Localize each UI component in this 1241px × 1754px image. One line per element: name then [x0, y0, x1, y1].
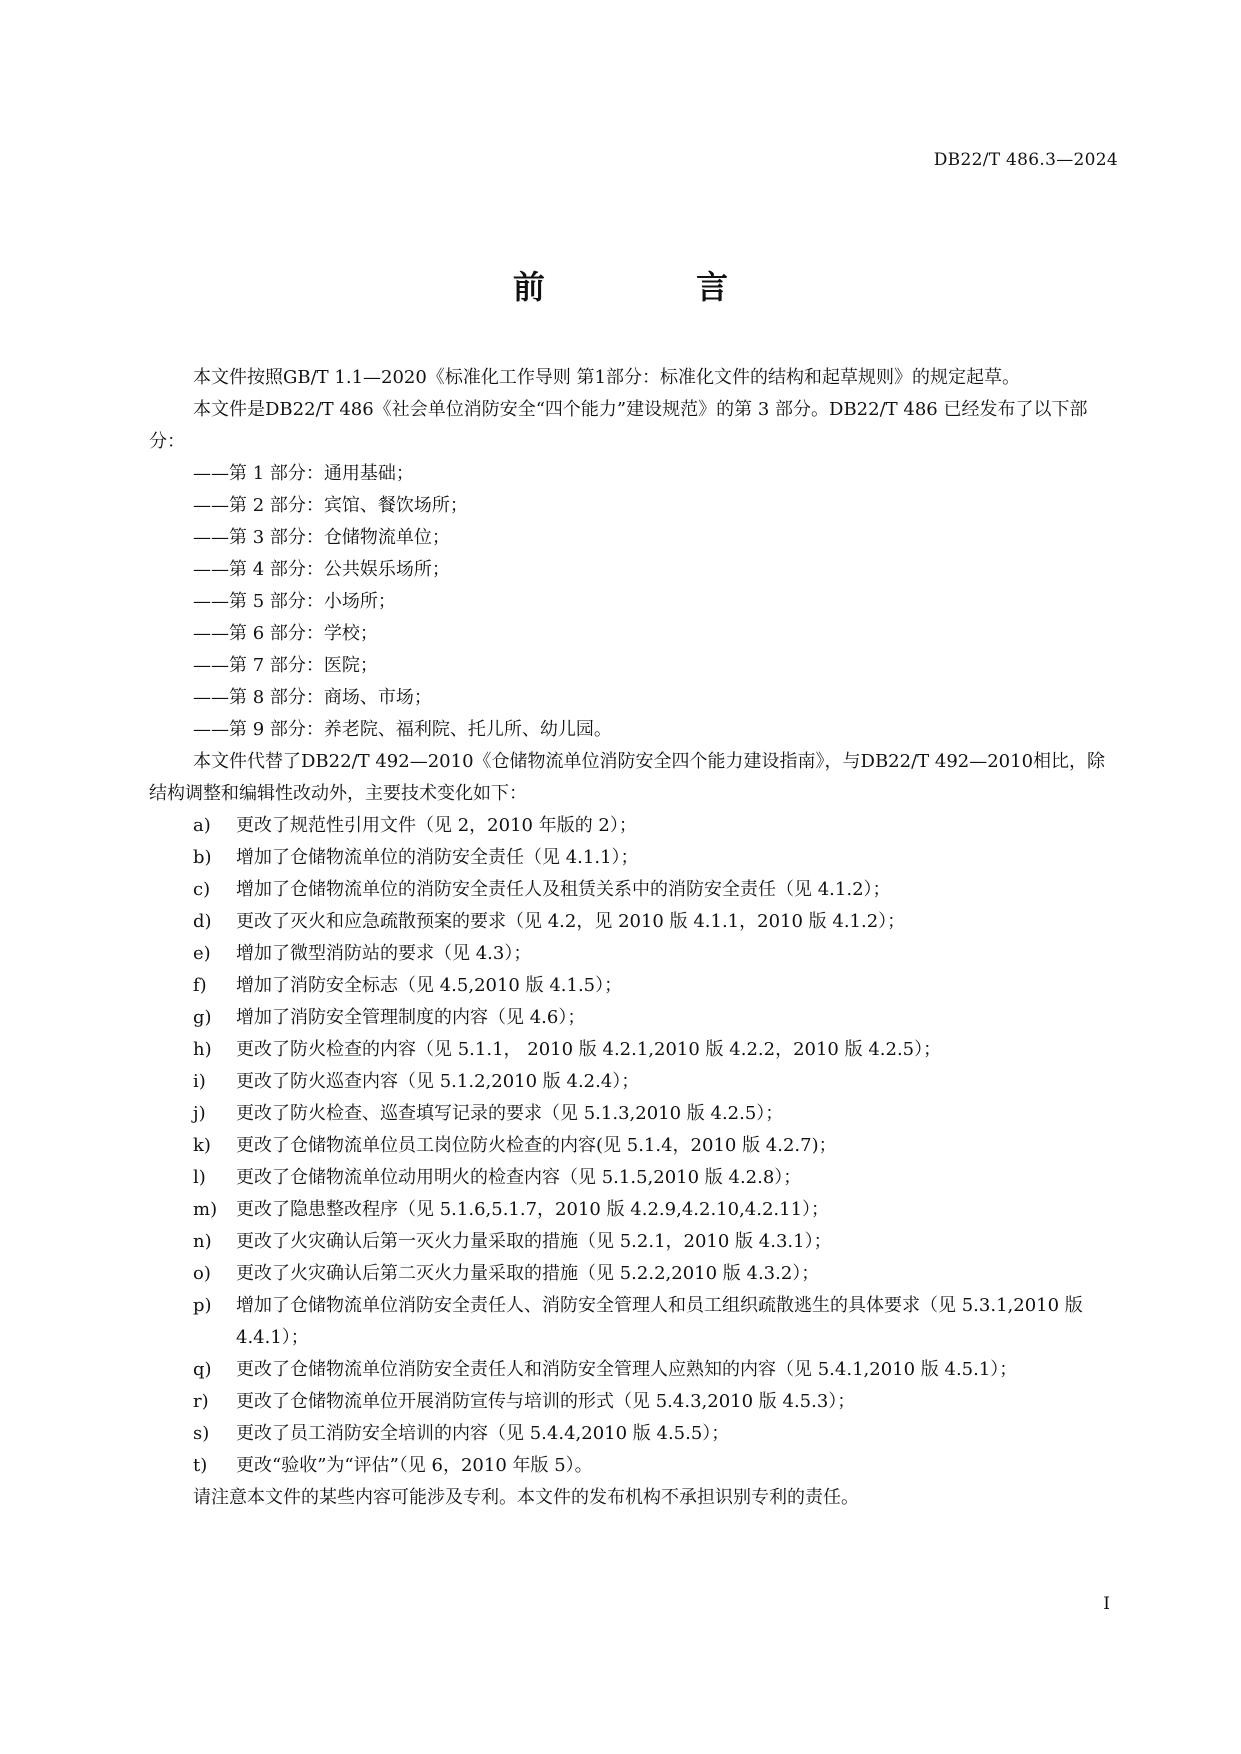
- change-text: 增加了仓储物流单位消防安全责任人、消防安全管理人和员工组织疏散逃生的具体要求（见 5.3.1,2010 版 4.4.1）；: [236, 1295, 1083, 1348]
- part-item: ——第 9 部分：养老院、福利院、托儿所、幼儿园。: [193, 719, 612, 740]
- change-letter: l): [193, 1167, 206, 1188]
- change-text: 增加了消防安全标志（见 4.5,2010 版 4.1.5）；: [236, 975, 623, 996]
- change-text: 增加了仓储物流单位的消防安全责任（见 4.1.1）；: [236, 847, 639, 868]
- change-item: [149, 1418, 1117, 1450]
- change-item: [149, 810, 1117, 842]
- page-number: I: [1103, 1594, 1110, 1614]
- change-item: [149, 1098, 1117, 1130]
- change-text: 更改了规范性引用文件（见 2，2010 年版的 2）；: [236, 815, 637, 836]
- change-text: 增加了消防安全管理制度的内容（见 4.6）；: [236, 1007, 586, 1028]
- change-item: [149, 938, 1117, 970]
- part-item: ——第 8 部分：商场、市场；: [193, 687, 432, 708]
- change-letter: r): [193, 1391, 209, 1412]
- change-item: [149, 1290, 1117, 1354]
- change-item: [149, 970, 1117, 1002]
- standard-code: DB22/T 486.3—2024: [933, 150, 1118, 170]
- change-letter: s): [193, 1423, 210, 1444]
- change-item: [149, 1066, 1117, 1098]
- change-item: [149, 1450, 1117, 1482]
- part-item: ——第 3 部分：仓储物流单位；: [193, 527, 450, 548]
- part-item: ——第 6 部分：学校；: [193, 623, 378, 644]
- change-text: 更改了灭火和应急疏散预案的要求（见 4.2，见 2010 版 4.1.1，2010 版 4.1.2）；: [236, 911, 906, 932]
- change-item: [149, 874, 1117, 906]
- change-item: [149, 1034, 1117, 1066]
- change-text: 更改了火灾确认后第一灭火力量采取的措施（见 5.2.1，2010 版 4.3.1）；: [236, 1231, 832, 1252]
- change-item: [149, 1386, 1117, 1418]
- change-letter: a): [193, 815, 211, 836]
- change-letter: b): [193, 847, 212, 868]
- part-item: ——第 7 部分：医院；: [193, 655, 378, 676]
- change-text: 更改了仓储物流单位开展消防宣传与培训的形式（见 5.4.3,2010 版 4.5.3）；: [236, 1391, 856, 1412]
- part-item: ——第 2 部分：宾馆、餐饮场所；: [193, 495, 468, 516]
- intro-paragraph-2: 本文件是DB22/T 486《社会单位消防安全“四个能力”建设规范》的第 3 部分。DB22/T 486 已经发布了以下部分：: [149, 399, 1088, 452]
- change-letter: i): [193, 1071, 206, 1092]
- change-item: [149, 1354, 1117, 1386]
- change-item: [149, 906, 1117, 938]
- change-letter: f): [193, 975, 207, 996]
- change-letter: n): [193, 1231, 212, 1252]
- change-letter: t): [193, 1455, 208, 1476]
- changes-list: [149, 810, 1117, 1482]
- change-text: 更改“验收”为“评估”（见 6，2010 年版 5）。: [236, 1455, 593, 1476]
- change-text: 更改了仓储物流单位消防安全责任人和消防安全管理人应熟知的内容（见 5.4.1,2010 版 4.5.1）；: [236, 1359, 1018, 1380]
- change-letter: g): [193, 1007, 212, 1028]
- change-text: 更改了防火检查的内容（见 5.1.1， 2010 版 4.2.1,2010 版 4.2.2，2010 版 4.2.5）；: [236, 1039, 942, 1060]
- change-text: 更改了仓储物流单位动用明火的检查内容（见 5.1.5,2010 版 4.2.8）；: [236, 1167, 802, 1188]
- change-letter: c): [193, 879, 211, 900]
- change-item: [149, 1194, 1117, 1226]
- change-item: [149, 1226, 1117, 1258]
- change-text: 更改了仓储物流单位员工岗位防火检查的内容(见 5.1.4，2010 版 4.2.7)；: [236, 1135, 837, 1156]
- part-item: ——第 5 部分：小场所；: [193, 591, 396, 612]
- change-text: 增加了微型消防站的要求（见 4.3）；: [236, 943, 532, 964]
- page-title: 前 言: [512, 268, 799, 306]
- change-item: [149, 1002, 1117, 1034]
- change-letter: e): [193, 943, 211, 964]
- change-letter: d): [193, 911, 212, 932]
- change-letter: j): [193, 1103, 206, 1124]
- change-letter: h): [193, 1039, 212, 1060]
- change-item: [149, 1258, 1117, 1290]
- part-item: ——第 4 部分：公共娱乐场所；: [193, 559, 450, 580]
- foreword-body: [149, 362, 1117, 1514]
- change-item: [149, 1162, 1117, 1194]
- change-letter: q): [193, 1359, 212, 1380]
- change-text: 更改了隐患整改程序（见 5.1.6,5.1.7，2010 版 4.2.9,4.2.10,4.2.11）；: [236, 1199, 830, 1220]
- change-text: 更改了火灾确认后第二灭火力量采取的措施（见 5.2.2,2010 版 4.3.2）；: [236, 1263, 820, 1284]
- patent-notice: 请注意本文件的某些内容可能涉及专利。本文件的发布机构不承担识别专利的责任。: [193, 1487, 859, 1508]
- change-text: 增加了仓储物流单位的消防安全责任人及租赁关系中的消防安全责任（见 4.1.2）；: [236, 879, 891, 900]
- change-letter: o): [193, 1263, 211, 1284]
- change-letter: p): [193, 1295, 212, 1316]
- change-item: [149, 1130, 1117, 1162]
- part-item: ——第 1 部分：通用基础；: [193, 463, 414, 484]
- change-item: [149, 842, 1117, 874]
- intro-paragraph-3: 本文件代替了DB22/T 492—2010《仓储物流单位消防安全四个能力建设指南》，与DB22/T 492—2010相比，除结构调整和编辑性改动外，主要技术变化如下：: [149, 751, 1106, 804]
- intro-paragraph-1: 本文件按照GB/T 1.1—2020《标准化工作导则 第1部分：标准化文件的结构和起草规则》的规定起草。: [193, 367, 1021, 388]
- parts-list: [149, 458, 1117, 746]
- change-letter: m): [193, 1199, 218, 1220]
- change-text: 更改了防火巡查内容（见 5.1.2,2010 版 4.2.4）；: [236, 1071, 640, 1092]
- change-letter: k): [193, 1135, 211, 1156]
- change-text: 更改了员工消防安全培训的内容（见 5.4.4,2010 版 4.5.5）；: [236, 1423, 730, 1444]
- change-text: 更改了防火检查、巡查填写记录的要求（见 5.1.3,2010 版 4.2.5）；: [236, 1103, 784, 1124]
